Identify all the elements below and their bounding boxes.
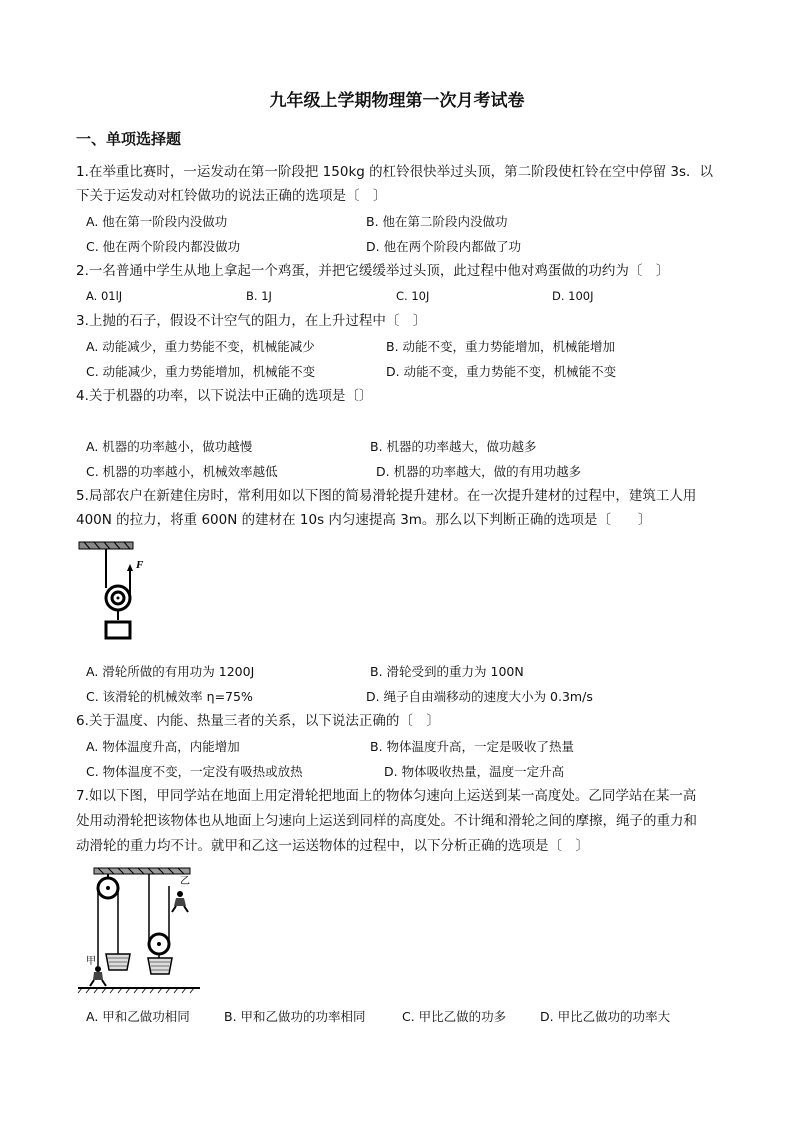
q4-option-a[interactable]: A. 机器的功率越小，做功越慢 (86, 439, 253, 454)
q3-option-b[interactable]: B. 动能不变，重力势能增加，机械能增加 (386, 339, 616, 354)
q6-stem: 6.关于温度、内能、热量三者的关系，以下说法正确的〔 〕 (76, 713, 440, 729)
q5-stem-line2: 400N 的拉力，将重 600N 的建材在 10s 内匀速提高 3m。那么以下判断正确的选项是〔 〕 (76, 512, 652, 528)
q1-option-b[interactable]: B. 他在第二阶段内没做功 (366, 214, 508, 229)
label-yi: 乙 (180, 876, 190, 887)
q5-option-d[interactable]: D. 绳子自由端移动的速度大小为 0.3m/s (366, 689, 593, 704)
q5-option-a[interactable]: A. 滑轮所做的有用功为 1200J (86, 664, 255, 679)
load-block (106, 622, 130, 638)
q5-option-c[interactable]: C. 该滑轮的机械效率 η=75% (86, 689, 253, 704)
q7-stem-line1: 7.如以下图，甲同学站在地面上用定滑轮把地面上的物体匀速向上运送到某一高度处。乙同学站在某一高 (76, 788, 697, 804)
q7-option-a[interactable]: A. 甲和乙做功相同 (86, 1009, 190, 1024)
q3-stem: 3.上抛的石子，假设不计空气的阻力，在上升过程中〔 〕 (76, 313, 427, 329)
page-title: 九年级上学期物理第一次月考试卷 (269, 91, 525, 111)
force-label: F (136, 559, 144, 571)
q2-option-d[interactable]: D. 100J (552, 289, 594, 303)
q7-option-b[interactable]: B. 甲和乙做功的功率相同 (224, 1009, 366, 1024)
q1-option-a[interactable]: A. 他在第一阶段内没做功 (86, 214, 228, 229)
q4-stem: 4.关于机器的功率，以下说法中正确的选项是〔〕 (76, 388, 373, 404)
two-pulleys-figure (76, 866, 206, 996)
q5-stem-line1: 5.局部农户在新建住房时，常利用如以下图的简易滑轮提升建材。在一次提升建材的过程中，建筑工人用 (76, 488, 697, 504)
q6-option-c[interactable]: C. 物体温度不变，一定没有吸热或放热 (86, 764, 303, 779)
q3-option-a[interactable]: A. 动能减少，重力势能不变，机械能减少 (86, 339, 315, 354)
q6-option-a[interactable]: A. 物体温度升高，内能增加 (86, 739, 240, 754)
force-arrow-icon (127, 564, 133, 571)
q2-option-a[interactable]: A. 01lJ (86, 289, 123, 303)
q7-option-c[interactable]: C. 甲比乙做的功多 (402, 1009, 507, 1024)
person-yi-icon (172, 891, 188, 912)
label-jia: 甲 (86, 956, 96, 967)
q2-option-b[interactable]: B. 1J (246, 289, 272, 303)
q4-option-d[interactable]: D. 机器的功率越大，做的有用功越多 (376, 464, 582, 479)
q7-option-d[interactable]: D. 甲比乙做功的功率大 (540, 1009, 671, 1024)
q2-option-c[interactable]: C. 10J (396, 289, 430, 303)
q2-stem: 2.一名普通中学生从地上拿起一个鸡蛋，并把它缓缓举过头顶，此过程中他对鸡蛋做的功约为〔 〕 (76, 263, 670, 279)
q4-option-b[interactable]: B. 机器的功率越大，做功越多 (370, 439, 537, 454)
q1-stem-line2: 下关于运发动对杠铃做功的说法正确的选项是〔 〕 (76, 188, 387, 204)
q1-option-c[interactable]: C. 他在两个阶段内都没做功 (86, 239, 241, 254)
q1-stem-line1: 1.在举重比赛时，一运发动在第一阶段把 150kg 的杠铃很快举过头顶，第二阶段使杠铃在空中停留 3s．以 (76, 164, 714, 180)
person-jia-icon (90, 966, 106, 986)
q3-option-d[interactable]: D. 动能不变，重力势能不变，机械能不变 (386, 364, 617, 379)
pulley-figure (76, 540, 160, 650)
q7-stem-line3: 动滑轮的重力均不计。就甲和乙这一运送物体的过程中，以下分析正确的选项是〔 〕 (76, 838, 589, 854)
q6-option-b[interactable]: B. 物体温度升高，一定是吸收了热量 (370, 739, 575, 754)
q7-stem-line2: 处用动滑轮把该物体也从地面上匀速向上运送到同样的高度处。不计绳和滑轮之间的摩擦，绳子的重力和 (76, 813, 697, 829)
q5-option-b[interactable]: B. 滑轮受到的重力为 100N (370, 664, 524, 679)
section-heading: 一、单项选择题 (76, 130, 182, 148)
q6-option-d[interactable]: D. 物体吸收热量，温度一定升高 (384, 764, 565, 779)
q4-option-c[interactable]: C. 机器的功率越小，机械效率越低 (86, 464, 278, 479)
q1-option-d[interactable]: D. 他在两个阶段内都做了功 (366, 239, 522, 254)
q3-option-c[interactable]: C. 动能减少，重力势能增加，机械能不变 (86, 364, 316, 379)
